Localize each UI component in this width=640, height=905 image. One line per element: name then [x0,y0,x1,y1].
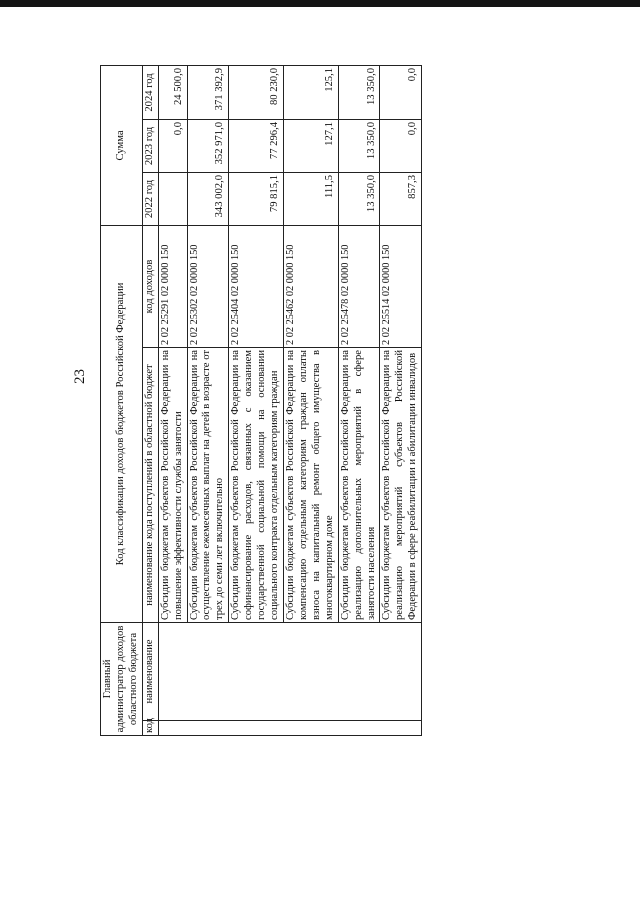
amount-2023: 127,1 [283,119,338,172]
income-name: Субсидии бюджетам субъектов Российской Федерации на повышение эффективности службы занятости [158,348,187,623]
amount-2023: 352 971,0 [187,119,229,172]
income-name: Субсидии бюджетам субъектов Российской Федерации на компенсацию отдельным категориям граждан оплаты взноса на капитальный ремонт общего имущества в многоквартирном доме [283,348,338,623]
header-sum-group: Сумма [101,65,143,225]
amount-2023: 0,0 [380,119,422,172]
table-row [158,65,187,735]
amount-2024: 80 230,0 [229,65,284,119]
income-name: Субсидии бюджетам субъектов Российской Федерации на реализацию мероприятий субъектов Российской Федерации в сфере реабилитации и абилитации инвалидов [380,348,422,623]
amount-2022: 343 002,0 [187,172,229,225]
page-number: 23 [72,369,88,384]
amount-2023: 77 296,4 [229,119,284,172]
header-year-2022: 2022 год [142,172,158,225]
amount-2022 [158,172,187,225]
amount-2023: 0,0 [158,119,187,172]
amount-2024: 24 500,0 [158,65,187,119]
amount-2024: 13 350,0 [338,65,380,119]
scan-edge-bar [0,0,640,7]
amount-2022: 857,3 [380,172,422,225]
income-name: Субсидии бюджетам субъектов Российской Федерации на софинансирование расходов, связанных с оказанием государственной социальной помощи на основании социального контракта отдельным категориям граждан [229,348,284,623]
header-admin-code: код [142,721,158,736]
amount-2023: 13 350,0 [338,119,380,172]
income-code: 2 02 25514 02 0000 150 [380,225,422,347]
amount-2022: 13 350,0 [338,172,380,225]
income-code: 2 02 25302 02 0000 150 [187,225,229,347]
admin-name-cell [158,623,422,721]
income-classification-table [100,65,422,736]
amount-2022: 79 815,1 [229,172,284,225]
income-name: Субсидии бюджетам субъектов Российской Федерации на осуществление ежемесячных выплат на детей в возрасте от трех до семи лет включительно [187,348,229,623]
header-admin-group: Главный администратор доходов областного бюджета [101,623,143,736]
income-code: 2 02 25462 02 0000 150 [283,225,338,347]
rotated-page-content [100,66,490,736]
admin-code-cell [158,721,422,736]
header-year-2023: 2023 год [142,119,158,172]
amount-2022: 111,5 [283,172,338,225]
income-code: 2 02 25478 02 0000 150 [338,225,380,347]
header-year-2024: 2024 год [142,65,158,119]
header-admin-name: наименование [142,623,158,721]
amount-2024: 125,1 [283,65,338,119]
header-income-code: код доходов [142,225,158,347]
income-name: Субсидии бюджетам субъектов Российской Федерации на реализацию дополнительных мероприятий в сфере занятости населения [338,348,380,623]
header-income-name: наименование кода поступлений в областной бюджет [142,348,158,623]
header-classification-group: Код классификации доходов бюджетов Российской Федерации [101,225,143,622]
income-code: 2 02 25404 02 0000 150 [229,225,284,347]
income-code: 2 02 25291 02 0000 150 [158,225,187,347]
amount-2024: 371 392,9 [187,65,229,119]
amount-2024: 0,0 [380,65,422,119]
